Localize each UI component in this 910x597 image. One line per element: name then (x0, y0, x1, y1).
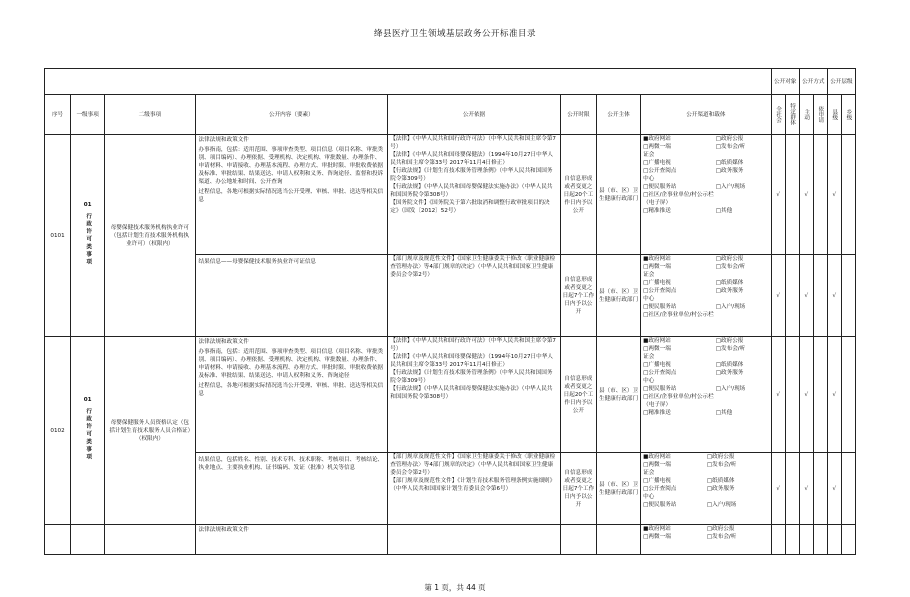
table-row (45, 135, 856, 255)
content-extra (196, 473, 388, 475)
header-time: 公开时限 (560, 95, 596, 135)
channel-option (716, 393, 769, 401)
subject-cell: 县（市、区）卫生健康行政部门 (596, 255, 640, 337)
channel-option: □两微一端 (643, 346, 671, 352)
channel-option: □其他 (715, 208, 733, 214)
check-county: √ (827, 135, 841, 255)
check-active: √ (799, 453, 813, 525)
content-body: 办事指南，包括：适用范围、事项审查类型、项目信息（项目名称、审批类别、项目编码）、办理依据、受理机构、决定机构、审批数量、办理条件、申请材料、申请接收、办理基本流程、办理方式、审批时限、审批收费依据及标准、审批结果、结果送达、申请人权利和义务、咨询途径 (198, 349, 384, 379)
check-county: √ (827, 255, 841, 337)
check-all-society: √ (771, 337, 785, 453)
item2-cell: 母婴保健技术服务机构执业许可（包括计划生育技术服务机构执业许可）（权限内） (105, 135, 195, 337)
channel-option: （电子屏） (643, 402, 672, 408)
header-basis: 公开依据 (388, 95, 561, 135)
check-county (827, 525, 841, 555)
channel-option: □便民服务站 (643, 502, 677, 508)
check-request (813, 255, 827, 337)
channel-option: 证会 (643, 470, 655, 476)
check-active: √ (799, 337, 813, 453)
channels-cell (641, 337, 771, 453)
channel-option: □两微一端 (643, 534, 671, 540)
content-body: 办事指南，包括：适用范围、事项审查类型、项目信息（项目名称、审批类别、项目编码）、办理依据、受理机构、决定机构、审批数量、办理条件、申请材料、申请接收、办理基本流程、办理方式、审批时限、审批收费依据及标准、审批结果、结果送达、申请人权利和义务、咨询途径、监督和投诉渠道、办公地址和时间、公开查询 (198, 147, 384, 185)
channel-option: □纸质媒体 (706, 478, 735, 484)
header-method-request: 依申请 (813, 95, 827, 135)
check-request (813, 135, 827, 255)
channel-option: ■政府网站 (643, 136, 671, 142)
header-channels: 公开渠道和载体 (641, 95, 771, 135)
channel-option: □精准推送 (643, 410, 671, 416)
page-title: 绛县医疗卫生领域基层政务公开标准目录 (373, 29, 536, 39)
item1-cell: 01 行政许可类事项 (71, 337, 105, 525)
channel-option: □纸质媒体 (715, 362, 744, 368)
channel-option: □社区/企事业单位/村公示栏 (643, 394, 714, 400)
basis-cell: 【法律】《中华人民共和国行政许可法》（中华人民共和国主席令第7号） 【法律】《中华人民共和国母婴保健法》（1994年10月27日中华人民共和国主席令第33号 2017年11月4日修正） 【行政法规】《计划生育技术服务管理条例》（中华人民共和国国务院令第309号） 【行政法规】《中华人民共和国母婴保健法实施办法》（中华人民共和国国务院令第308号） 【国务院文件】《国务院关于第六批取消和调整行政审批项目的决定》（国发〔2012〕52号） (388, 135, 561, 255)
item2-cell: 母婴保健服务人员资格认定（包括计划生育技术服务人员合格证）（权限内） (105, 337, 195, 525)
channel-option: □便民服务站 (643, 386, 677, 392)
channels-cell (641, 453, 771, 525)
channel-option: □公开查阅点 (643, 288, 677, 294)
check-all-society (771, 525, 785, 555)
channel-option: □广播电视 (643, 362, 671, 368)
check-active: √ (799, 135, 813, 255)
channel-option (716, 377, 769, 385)
channel-option: □发布会/听 (706, 534, 737, 540)
basis-cell: 【部门规章及规范性文件】《国家卫生健康委关于修改〈职业健康检查管理办法〉等4部门规章的决定》（中华人民共和国国家卫生健康委员会令第2号） (388, 255, 561, 337)
basis-cell: 【法律】《中华人民共和国行政许可法》（中华人民共和国主席令第7号） 【法律】《中华人民共和国母婴保健法》（1994年10月27日中华人民共和国主席令第33号 2017年11月4日修正） 【行政法规】《计划生育技术服务管理条例》（中华人民共和国国务院令第309号） 【行政法规】《中华人民共和国母婴保健法实施办法》（中华人民共和国国务院令第308号） (388, 337, 561, 453)
channel-option: ■政府网站 (643, 526, 671, 532)
channel-option: □便民服务站 (643, 304, 677, 310)
content-cell (195, 453, 388, 525)
channel-option: ■政府网站 (643, 454, 671, 460)
content-body: 结果信息，包括姓名、性别、技术专科、技术职称、考核项目、考核结论、执业地点、主要执业机构、证书编码、发证（批准）机关等信息 (198, 457, 384, 471)
channel-option: □公开查阅点 (643, 486, 677, 492)
content-cell (195, 525, 388, 555)
header-row (45, 95, 856, 135)
channel-option (716, 199, 769, 207)
item2-cell (105, 525, 195, 555)
channel-option: □广播电视 (643, 280, 671, 286)
time-cell: 自信息形成或者变更之日起7个工作日内予以公开 (560, 255, 596, 337)
header-obj-all: 全社会 (771, 95, 785, 135)
check-specific-group (785, 337, 799, 453)
header-content: 公开内容（要素） (195, 95, 388, 135)
channel-option (707, 469, 769, 477)
header-level-town: 乡级 (841, 95, 855, 135)
channel-option: □政府公报 (715, 136, 744, 142)
check-request (813, 525, 827, 555)
content-extra (196, 267, 388, 269)
channel-option: □精准推送 (643, 208, 671, 214)
time-cell (560, 525, 596, 555)
channel-option: □社区/企事业单位/村公示栏 (643, 312, 714, 318)
check-town (841, 135, 855, 255)
header-obj-specific: 特定群体 (785, 95, 799, 135)
header-blank-row (45, 69, 856, 95)
seq-cell: 0101 (45, 135, 71, 337)
check-all-society: √ (771, 453, 785, 525)
table-row (45, 525, 856, 555)
channel-option: 中心 (643, 494, 655, 500)
header-blank (45, 69, 772, 95)
header-subject: 公开主体 (596, 95, 640, 135)
channel-option: 证会 (643, 152, 655, 158)
check-county: √ (827, 337, 841, 453)
channel-option: □广播电视 (643, 160, 671, 166)
channel-option: ■政府网站 (643, 338, 671, 344)
channel-option: 证会 (643, 354, 655, 360)
check-specific-group (785, 135, 799, 255)
page-footer: 第 1 页，共 44 页 (424, 583, 486, 592)
channel-option: □公开查阅点 (643, 370, 677, 376)
content-cell (195, 135, 388, 255)
header-item2: 二级事项 (105, 95, 195, 135)
time-cell: 自信息形成或者变更之日起20个工作日内予以公开 (560, 337, 596, 453)
subject-cell (596, 525, 640, 555)
channel-option: □纸质媒体 (715, 160, 744, 166)
check-all-society: √ (771, 255, 785, 337)
channel-option (716, 151, 769, 159)
check-specific-group (785, 525, 799, 555)
check-county: √ (827, 453, 841, 525)
item1-cell (71, 525, 105, 555)
header-item1: 一级事项 (71, 95, 105, 135)
channel-option: □社区/企事业单位/村公示栏 (643, 192, 714, 198)
channel-option: □入户/现场 (715, 304, 746, 310)
channels-cell (641, 135, 771, 255)
channel-option: □两微一端 (643, 264, 671, 270)
check-active: √ (799, 255, 813, 337)
check-active (799, 525, 813, 555)
channel-option (716, 271, 769, 279)
content-cell (195, 337, 388, 453)
channel-option: □政务服务 (715, 168, 744, 174)
channel-option: □发布会/听 (715, 144, 746, 150)
channel-option: □入户/现场 (715, 184, 746, 190)
time-cell: 自信息形成或者变更之日起20个工作日内予以公开 (560, 135, 596, 255)
channel-option (716, 311, 769, 319)
header-method-active: 主动 (799, 95, 813, 135)
channel-option: □发布会/听 (715, 346, 746, 352)
channel-option: □入户/现场 (715, 386, 746, 392)
header-seq: 序号 (45, 95, 71, 135)
channel-option: □广播电视 (643, 478, 671, 484)
subject-cell: 县（市、区）卫生健康行政部门 (596, 453, 640, 525)
content-title: 法律法规和政策文件 (198, 527, 249, 533)
channel-option: □政务服务 (706, 486, 735, 492)
channel-option: □政务服务 (715, 370, 744, 376)
seq-cell: 0102 (45, 337, 71, 525)
basis-cell (388, 525, 561, 555)
check-specific-group (785, 453, 799, 525)
check-town (841, 525, 855, 555)
channel-option: 中心 (643, 296, 655, 302)
channel-option: □入户/现场 (706, 502, 737, 508)
channel-option: □其他 (715, 410, 733, 416)
channel-option (716, 175, 769, 183)
channel-option (716, 191, 769, 199)
channel-option: （电子屏） (643, 200, 672, 206)
channel-option: □纸质媒体 (715, 280, 744, 286)
check-town (841, 255, 855, 337)
channel-option: 证会 (643, 272, 655, 278)
header-open-level: 公开层级 (827, 69, 855, 95)
channel-option (716, 295, 769, 303)
channel-option: ■政府网站 (643, 256, 671, 262)
content-extra (196, 537, 388, 539)
channel-option (716, 401, 769, 409)
channel-option (716, 353, 769, 361)
content-extra: 过程信息，各地可根据实际情况选当公开受理、审核、审批、送达等相关信息 (198, 189, 384, 203)
content-extra: 过程信息，各地可根据实际情况选当公开受理、审核、审批、送达等相关信息 (198, 383, 384, 397)
channel-option: □发布会/听 (715, 264, 746, 270)
seq-cell (45, 525, 71, 555)
channel-option: □政府公报 (706, 526, 735, 532)
channel-option: □政府公报 (706, 454, 735, 460)
subject-cell: 县（市、区）卫生健康行政部门 (596, 135, 640, 255)
subject-cell: 县（市、区）卫生健康行政部门 (596, 337, 640, 453)
header-level-county: 县级 (827, 95, 841, 135)
table-row (45, 337, 856, 453)
item1-cell: 01 行政许可类事项 (71, 135, 105, 337)
channel-option: □两微一端 (643, 462, 671, 468)
check-request (813, 453, 827, 525)
channel-option: □公开查阅点 (643, 168, 677, 174)
content-cell (195, 255, 388, 337)
content-title: 法律法规和政策文件 (198, 339, 249, 345)
check-town (841, 337, 855, 453)
check-town (841, 453, 855, 525)
channel-option (707, 493, 769, 501)
time-cell: 自信息形成或者变更之日起7个工作日内予以公开 (560, 453, 596, 525)
channel-option: □政府公报 (715, 256, 744, 262)
check-request (813, 337, 827, 453)
channel-option: □便民服务站 (643, 184, 677, 190)
header-open-object: 公开对象 (771, 69, 799, 95)
check-specific-group (785, 255, 799, 337)
channels-cell (641, 525, 771, 555)
catalog-table (44, 68, 856, 555)
channel-option: □政府公报 (715, 338, 744, 344)
channel-option: □两微一端 (643, 144, 671, 150)
content-title: 法律法规和政策文件 (198, 137, 249, 143)
channel-option: □政务服务 (715, 288, 744, 294)
channel-option: 中心 (643, 378, 655, 384)
check-all-society: √ (771, 135, 785, 255)
channel-option: 中心 (643, 176, 655, 182)
channels-cell (641, 255, 771, 337)
channel-option: □发布会/听 (706, 462, 737, 468)
basis-cell: 【部门规章及规范性文件】《国家卫生健康委关于修改〈职业健康检查管理办法〉等4部门规章的决定》（中华人民共和国国家卫生健康委员会令第2号） 【部门规章及规范性文件】《计划生育技术服务管理条例实施细则》（中华人民共和国国家计划生育委员会令第6号） (388, 453, 561, 525)
header-open-method: 公开方式 (799, 69, 827, 95)
content-body: 结果信息——母婴保健技术服务执业许可证信息 (198, 259, 317, 265)
